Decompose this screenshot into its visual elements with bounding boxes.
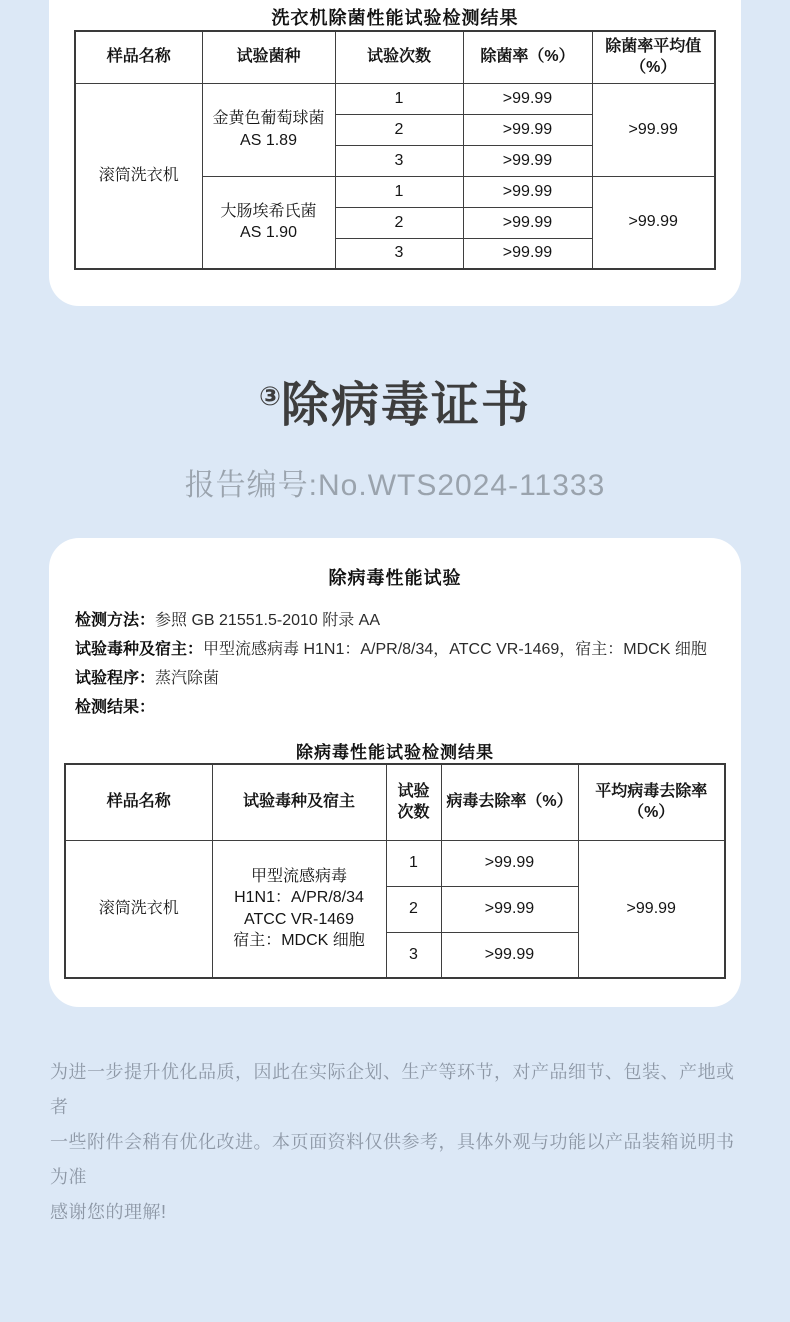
header-strain: 试验菌种	[202, 31, 335, 83]
rate-cell: >99.99	[463, 238, 592, 269]
section-heading	[0, 378, 790, 440]
rate-cell: >99.99	[463, 83, 592, 114]
strain-name: 大肠埃希氏菌	[220, 202, 317, 220]
section-title: 除病毒证书	[281, 379, 532, 432]
virus-result-table	[64, 763, 726, 979]
strain-cell	[202, 176, 335, 269]
strain-cell	[202, 83, 335, 176]
info-label: 检测结果：	[75, 699, 156, 716]
virus-table-title: 除病毒性能试验检测结果	[296, 743, 494, 762]
rate-cell: >99.99	[463, 176, 592, 207]
info-value: 甲型流感病毒 H1N1：A/PR/8/34，ATCC VR-1469，宿主：MDCK 细胞	[203, 641, 707, 658]
average-cell: >99.99	[578, 840, 725, 978]
trial-no-cell: 3	[335, 238, 463, 269]
header-virus-host: 试验毒种及宿主	[212, 764, 386, 840]
trial-no-cell: 1	[386, 840, 441, 886]
strain-code: AS 1.89	[240, 131, 297, 149]
sterilization-table-title: 洗衣机除菌性能试验检测结果	[271, 8, 519, 28]
info-label: 检测方法：	[75, 612, 156, 629]
virus-removal-card	[49, 538, 741, 1007]
header-sample-name: 样品名称	[75, 31, 202, 83]
table-row	[65, 840, 725, 886]
info-label: 试验程序：	[75, 670, 156, 687]
header-average-rate: 平均病毒去除率（%）	[578, 764, 725, 840]
header-removal-rate: 病毒去除率（%）	[441, 764, 578, 840]
info-line-procedure	[75, 664, 741, 693]
header-rate: 除菌率（%）	[463, 31, 592, 83]
table-header-row	[65, 764, 725, 840]
rate-cell: >99.99	[463, 207, 592, 238]
sterilization-result-table	[74, 30, 716, 270]
info-label: 试验毒种及宿主：	[75, 641, 204, 658]
table-header-row	[75, 31, 715, 83]
trial-no-cell: 2	[335, 207, 463, 238]
info-line-result	[75, 693, 741, 722]
test-info-block	[75, 606, 741, 722]
virus-line: 甲型流感病毒	[250, 867, 347, 885]
info-line-virus-host	[75, 635, 741, 664]
sample-name-cell: 滚筒洗衣机	[75, 83, 202, 269]
trial-no-cell: 2	[335, 114, 463, 145]
info-value: 参照 GB 21551.5-2010 附录 AA	[155, 612, 381, 629]
section-number: ③	[258, 381, 281, 411]
virus-line: ATCC VR-1469	[244, 910, 354, 928]
header-sample-name: 样品名称	[65, 764, 212, 840]
trial-no-cell: 1	[335, 176, 463, 207]
disclaimer-line: 为进一步提升优化品质，因此在实际企划、生产等环节，对产品细节、包装、产地或者	[50, 1062, 735, 1117]
virus-line: H1N1：A/PR/8/34	[234, 889, 364, 907]
average-cell: >99.99	[592, 83, 715, 176]
virus-line: 宿主：MDCK 细胞	[233, 932, 365, 950]
rate-cell: >99.99	[463, 145, 592, 176]
info-value: 蒸汽除菌	[155, 670, 220, 687]
sample-name-cell: 滚筒洗衣机	[65, 840, 212, 978]
disclaimer-line: 感谢您的理解!	[50, 1202, 167, 1222]
strain-name: 金黄色葡萄球菌	[212, 109, 325, 127]
disclaimer-text	[50, 1055, 740, 1230]
table-row	[75, 83, 715, 114]
header-trial-no: 试验次数	[386, 764, 441, 840]
header-trial-no: 试验次数	[335, 31, 463, 83]
trial-no-cell: 1	[335, 83, 463, 114]
trial-no-cell: 3	[335, 145, 463, 176]
average-cell: >99.99	[592, 176, 715, 269]
header-average: 除菌率平均值（%）	[592, 31, 715, 83]
virus-host-cell	[212, 840, 386, 978]
trial-no-cell: 3	[386, 932, 441, 978]
rate-cell: >99.99	[441, 932, 578, 978]
disclaimer-line: 一些附件会稍有优化改进。本页面资料仅供参考，具体外观与功能以产品装箱说明书为准	[50, 1132, 735, 1187]
trial-no-cell: 2	[386, 886, 441, 932]
report-number: 报告编号:No.WTS2024-11333	[184, 469, 606, 502]
sterilization-result-card	[49, 0, 741, 306]
rate-cell: >99.99	[441, 886, 578, 932]
info-line-method	[75, 606, 741, 635]
strain-code: AS 1.90	[240, 224, 297, 242]
rate-cell: >99.99	[463, 114, 592, 145]
rate-cell: >99.99	[441, 840, 578, 886]
virus-test-title: 除病毒性能试验	[328, 568, 462, 588]
